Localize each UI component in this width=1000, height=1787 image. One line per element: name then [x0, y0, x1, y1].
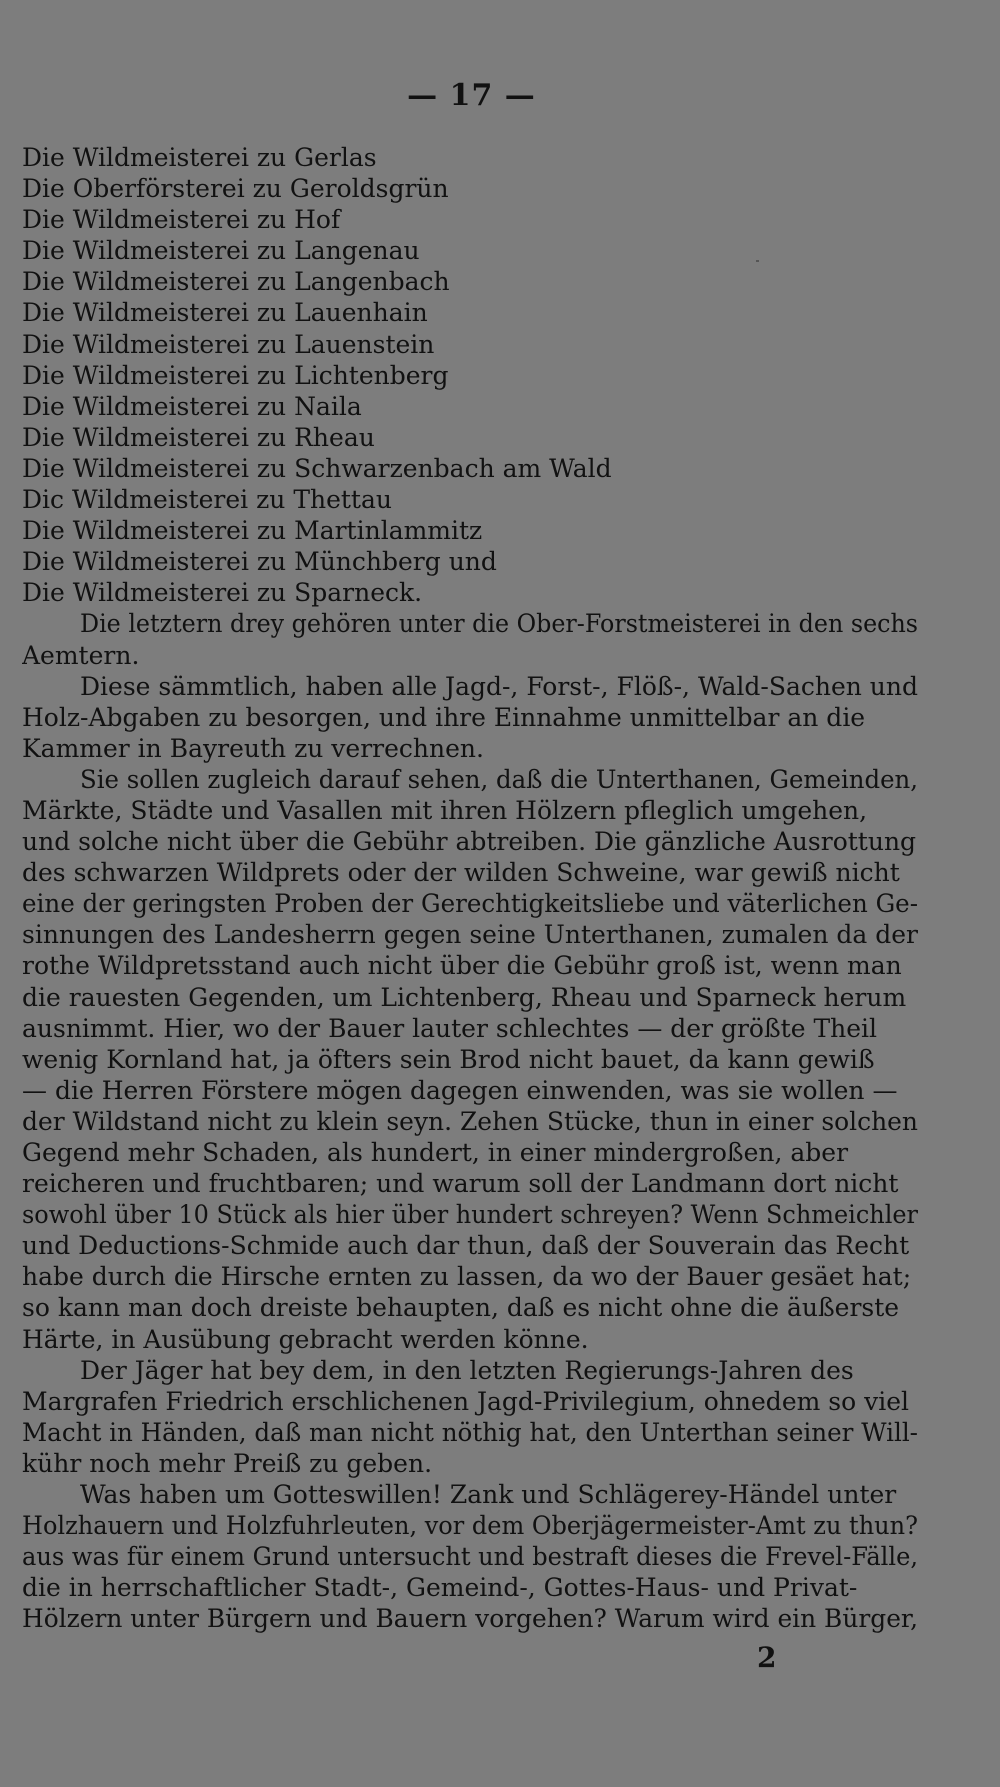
- text-line: Aemtern.: [22, 640, 140, 670]
- text-line: sowohl über 10 Stück als hier über hundert schreyen? Wenn Schmeichler: [22, 1200, 918, 1230]
- text-body: [22, 142, 918, 1635]
- text-line: Sie sollen zugleich darauf sehen, daß die Unterthanen, Gemeinden,: [80, 764, 918, 794]
- text-line: Diese sämmtlich, haben alle Jagd-, Forst-, Flöß-, Wald-Sachen und: [80, 671, 918, 701]
- text-line: Die Wildmeisterei zu Langenau: [22, 236, 420, 266]
- text-line: Härte, in Ausübung gebracht werden könne.: [22, 1324, 589, 1354]
- text-line: Die Wildmeisterei zu Rheau: [22, 422, 375, 452]
- text-line: so kann man doch dreiste behaupten, daß es nicht ohne die äußerste: [22, 1293, 900, 1323]
- text-line: Holzhauern und Holzfuhrleuten, vor dem Oberjägermeister-Amt zu thun?: [22, 1511, 918, 1541]
- text-line: die rauesten Gegenden, um Lichtenberg, Rheau und Sparneck herum: [22, 982, 907, 1012]
- text-line: Die Wildmeisterei zu Lichtenberg: [22, 360, 449, 390]
- text-line: Holz-Abgaben zu besorgen, und ihre Einnahme unmittelbar an die: [22, 702, 866, 732]
- text-line: Gegend mehr Schaden, als hundert, in einer mindergroßen, aber: [22, 1138, 849, 1167]
- text-line: Macht in Händen, daß man nicht nöthig hat, den Unterthan seiner Will-: [22, 1417, 918, 1447]
- text-line: Die Wildmeisterei zu Lauenstein: [22, 329, 435, 359]
- text-line: Die Wildmeisterei zu Hof: [22, 205, 341, 235]
- text-line: Margrafen Friedrich erschlichenen Jagd-Privilegium, ohnedem so viel: [22, 1386, 909, 1416]
- text-line: und Deductions-Schmide auch dar thun, daß der Souverain das Recht: [22, 1231, 910, 1261]
- text-line: Kammer in Bayreuth zu verrechnen.: [22, 733, 484, 763]
- text-line: Hölzern unter Bürgern und Bauern vorgehen? Warum wird ein Bürger,: [22, 1604, 918, 1634]
- text-line: — die Herren Förstere mögen dagegen einwenden, was sie wollen —: [22, 1075, 898, 1105]
- text-line: Die Oberförsterei zu Geroldsgrün: [22, 174, 449, 204]
- text-line: aus was für einem Grund untersucht und bestraft dieses die Frevel-Fälle,: [22, 1542, 918, 1572]
- text-line: Die Wildmeisterei zu Gerlas: [22, 143, 377, 172]
- text-line: die in herrschaftlicher Stadt-, Gemeind-, Gottes-Haus- und Privat-: [22, 1573, 858, 1603]
- text-line: Die Wildmeisterei zu Sparneck.: [22, 578, 423, 608]
- text-line: Märkte, Städte und Vasallen mit ihren Hölzern pfleglich umgehen,: [22, 795, 868, 825]
- text-line: ausnimmt. Hier, wo der Bauer lauter schlechtes — der größte Theil: [22, 1013, 878, 1043]
- text-line: Dic Wildmeisterei zu Thettau: [22, 485, 392, 515]
- text-line: Die Wildmeisterei zu Naila: [22, 391, 362, 421]
- text-line: habe durch die Hirsche ernten zu lassen, da wo der Bauer gesäet hat;: [22, 1262, 912, 1292]
- text-line: reicheren und fruchtbaren; und warum soll der Landmann dort nicht: [22, 1169, 899, 1199]
- text-line: sinnungen des Landesherrn gegen seine Unterthanen, zumalen da der: [22, 920, 918, 950]
- text-line: des schwarzen Wildprets oder der wilden Schweine, war gewiß nicht: [22, 858, 900, 888]
- text-line: Die letztern drey gehören unter die Ober-Forstmeisterei in den sechs: [80, 609, 918, 639]
- text-line: Die Wildmeisterei zu Münchberg und: [22, 547, 497, 577]
- text-line: Die Wildmeisterei zu Martinlammitz: [22, 516, 483, 546]
- text-line: und solche nicht über die Gebühr abtreiben. Die gänzliche Ausrottung: [22, 827, 917, 857]
- text-line: Die Wildmeisterei zu Lauenhain: [22, 298, 428, 328]
- text-line: rothe Wildpretsstand auch nicht über die Gebühr groß ist, wenn man: [22, 951, 902, 981]
- text-line: der Wildstand nicht zu klein seyn. Zehen Stücke, thun in einer solchen: [22, 1106, 918, 1136]
- text-line: Der Jäger hat bey dem, in den letzten Regierungs-Jahren des: [80, 1355, 854, 1385]
- page-number: — 17 —: [407, 78, 536, 113]
- text-line: eine der geringsten Proben der Gerechtigkeitsliebe und väterlichen Ge-: [22, 889, 918, 919]
- text-line: Die Wildmeisterei zu Schwarzenbach am Wald: [22, 453, 612, 483]
- text-line: Die Wildmeisterei zu Langenbach: [22, 267, 450, 297]
- text-line: Was haben um Gotteswillen! Zank und Schlägerey-Händel unter: [80, 1480, 897, 1510]
- signature-mark: 2: [757, 1641, 777, 1674]
- text-line: wenig Kornland hat, ja öfters sein Brod nicht bauet, da kann gewiß: [22, 1044, 875, 1074]
- text-line: kühr noch mehr Preiß zu geben.: [22, 1448, 433, 1478]
